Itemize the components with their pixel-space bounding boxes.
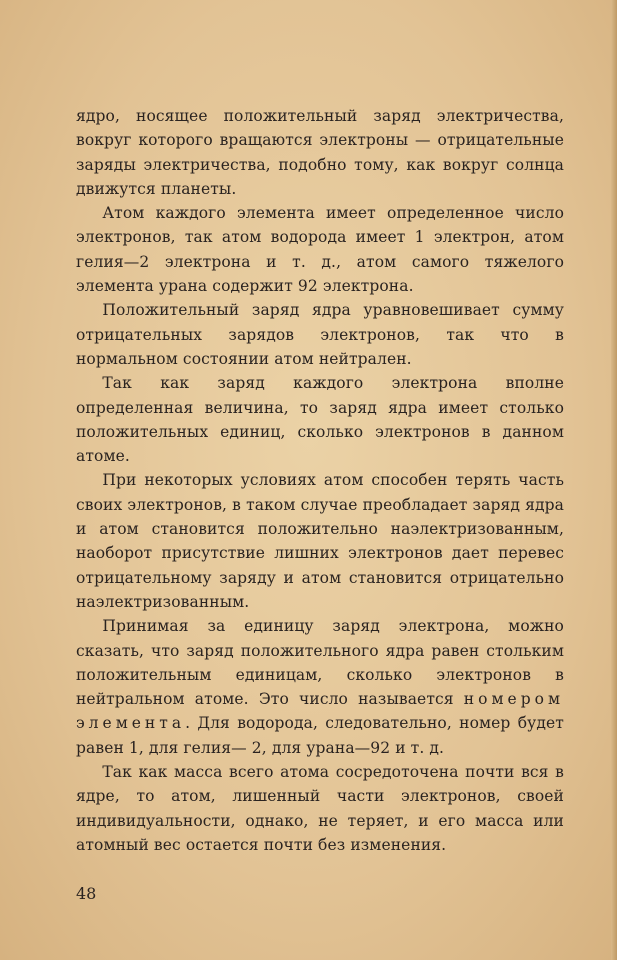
paragraph-7: Так как масса всего атома сосредоточена почти вся в ядре, то атом, лишенный части электронов, своей индивидуальности, однако, не теряет, и его масса или атомный вес остается почти без изменения. bbox=[76, 763, 564, 854]
body-text bbox=[76, 104, 564, 857]
emphasized-term: номером элемента bbox=[76, 690, 564, 733]
paragraph-1: ядро, носящее положительный заряд электричества, вокруг которого вращаются электроны — отрицательные заряды электричества, подобно тому, как вокруг солнца движутся планеты. bbox=[76, 107, 564, 198]
page-number: 48 bbox=[76, 884, 97, 903]
paragraph-6: Принимая за единицу заряд электрона, можно сказать, что заряд положительного ядра равен стольким положительным единицам, сколько электронов в нейтральном атоме. Это число называется номером элемента. Для водорода, следовательно, номер будет равен 1, для гелия— 2, для урана—92 и т. д. bbox=[76, 617, 564, 757]
paragraph-4: Так как заряд каждого электрона вполне определенная величина, то заряд ядра имеет столько положительных единиц, сколько электронов в данном атоме. bbox=[76, 374, 564, 466]
page-edge bbox=[611, 0, 617, 960]
paragraph-5: При некоторых условиях атом способен терять часть своих электронов, в таком случае преобладает заряд ядра и атом становится положительно наэлектризованным, наоборот присутствие лишних электронов дает перевес отрицательному заряду и атом становится отрицательно наэлектризованным. bbox=[76, 471, 564, 611]
paragraph-3: Положительный заряд ядра уравновешивает сумму отрицательных зарядов электронов, так что в нормальном состоянии атом нейтрален. bbox=[76, 301, 564, 368]
paragraph-2: Атом каждого элемента имеет определенное число электронов, так атом водорода имеет 1 электрон, атом гелия—2 электрона и т. д., атом самого тяжелого элемента урана содержит 92 электрона. bbox=[76, 204, 564, 296]
